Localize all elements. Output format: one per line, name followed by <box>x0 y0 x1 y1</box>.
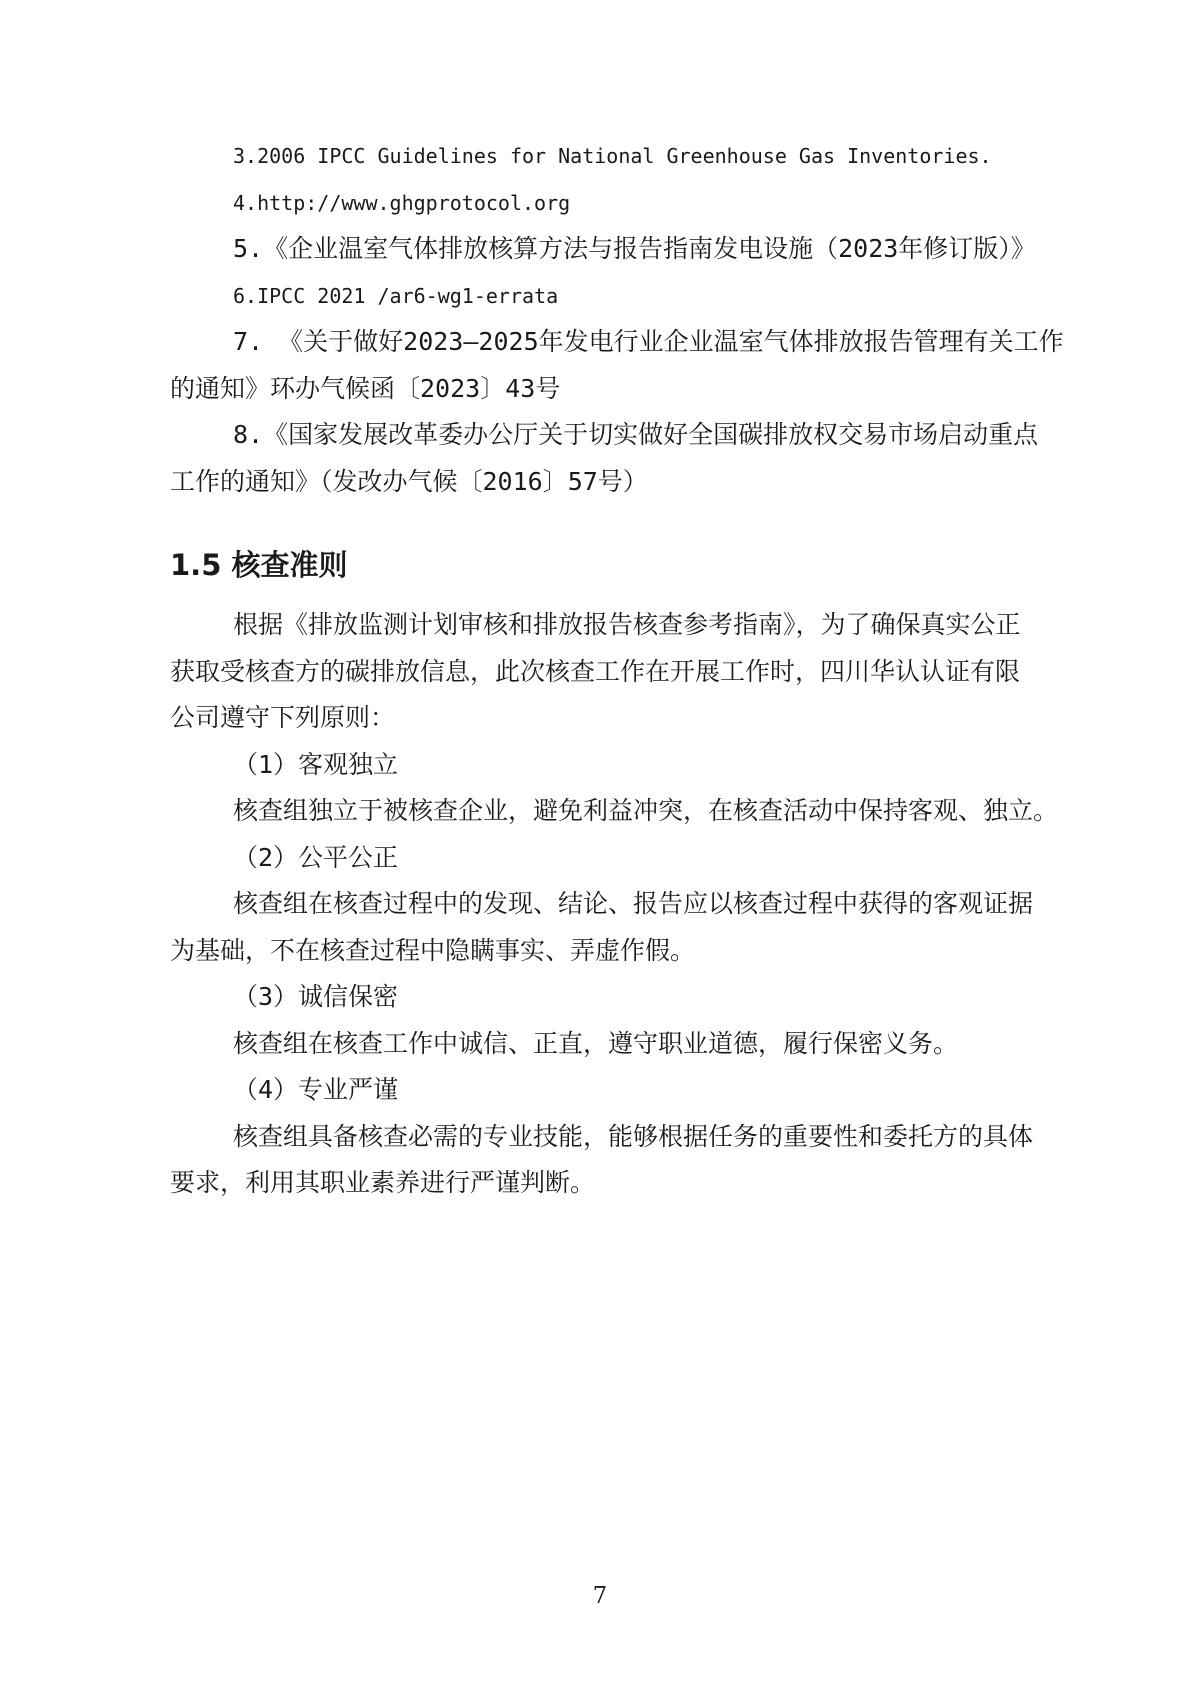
reference-item-5: 5.《企业温室气体排放核算方法与报告指南发电设施（2023年修订版）》 <box>233 234 1036 263</box>
paragraph-line: 公司遵守下列原则： <box>170 703 396 732</box>
reference-item-8-line-1: 8.《国家发展改革委办公厅关于切实做好全国碳排放权交易市场启动重点 <box>233 420 1039 449</box>
reference-item-7-line-1: 7. 《关于做好2023—2025年发电行业企业温室气体排放报告管理有关工作 <box>233 327 1064 356</box>
principle-4-text-line-1: 核查组具备核查必需的专业技能，能够根据任务的重要性和委托方的具体 <box>233 1121 1034 1151</box>
paragraph-line: 根据《排放监测计划审核和排放报告核查参考指南》，为了确保真实公正 <box>233 610 1021 639</box>
principle-2-text-line-2: 为基础，不在核查过程中隐瞒事实、弄虚作假。 <box>170 935 696 965</box>
reference-item-3: 3.2006 IPCC Guidelines for National Greenhouse Gas Inventories. <box>233 144 992 168</box>
section-heading: 1.5 核查准则 <box>170 548 348 582</box>
principle-1-text: 核查组独立于被核查企业，避免利益冲突，在核查活动中保持客观、独立。 <box>233 796 1059 825</box>
reference-item-4: 4.http://www.ghgprotocol.org <box>233 190 571 215</box>
reference-item-7-line-2: 的通知》环办气候函〔2023〕43号 <box>170 373 561 403</box>
principle-3-text: 核查组在核查工作中诚信、正直，遵守职业道德，履行保密义务。 <box>233 1028 959 1058</box>
reference-item-8-line-2: 工作的通知》（发改办气候〔2016〕57号） <box>170 466 648 496</box>
principle-4-text-line-2: 要求，利用其职业素养进行严谨判断。 <box>170 1168 596 1197</box>
principle-2-text-line-1: 核查组在核查过程中的发现、结论、报告应以核查过程中获得的客观证据 <box>233 889 1034 918</box>
reference-item-6: 6.IPCC 2021 /ar6-wg1-errata <box>233 283 559 308</box>
principle-3-title: （3）诚信保密 <box>233 982 399 1011</box>
principle-2-title: （2）公平公正 <box>233 842 399 872</box>
principle-1-title: （1）客观独立 <box>233 749 399 779</box>
page-number: 7 <box>592 1583 608 1609</box>
page-content <box>170 133 1064 1207</box>
paragraph-line: 获取受核查方的碳排放信息，此次核查工作在开展工作时，四川华认认证有限 <box>170 656 1021 686</box>
principle-4-title: （4）专业严谨 <box>233 1075 399 1104</box>
